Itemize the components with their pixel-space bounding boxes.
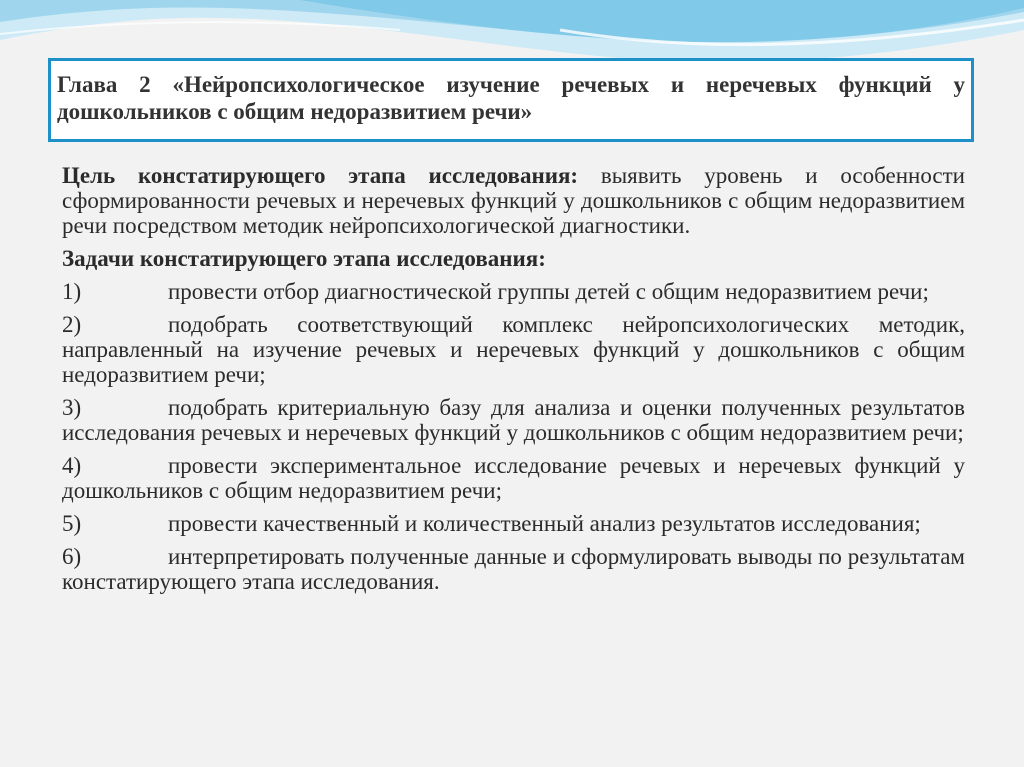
task-item-5 — [62, 511, 965, 536]
tasks-heading: Задачи констатирующего этапа исследования: — [62, 246, 546, 271]
task-number: 2) — [62, 312, 82, 337]
task-item-3 — [62, 395, 965, 445]
task-number: 4) — [62, 453, 82, 478]
page-title: Глава 2 «Нейропсихологическое изучение речевых и неречевых функций у дошкольников с общим недоразвитием речи» — [57, 72, 965, 124]
task-number: 6) — [62, 544, 82, 569]
title-box — [48, 58, 974, 142]
goal-paragraph — [62, 163, 965, 238]
task-number: 5) — [62, 511, 82, 536]
goal-label: Цель констатирующего этапа исследования: — [62, 163, 579, 188]
main-content — [62, 163, 965, 602]
task-text: провести экспериментальное исследование речевых и неречевых функций у дошкольников с общим недоразвитием речи; — [62, 453, 965, 503]
task-text: интерпретировать полученные данные и сформулировать выводы по результатам констатирующего этапа исследования. — [62, 544, 965, 594]
task-item-6 — [62, 544, 965, 594]
task-text: провести качественный и количественный анализ результатов исследования; — [168, 511, 921, 536]
goal-text: выявить уровень и особенности сформированности речевых и неречевых функций у дошкольников с общим недоразвитием речи посредством методик нейропсихологической диагностики. — [62, 163, 965, 238]
task-item-1 — [62, 279, 965, 304]
task-text: подобрать соответствующий комплекс нейропсихологических методик, направленный на изучение речевых и неречевых функций у дошкольников с общим недоразвитием речи; — [62, 312, 965, 387]
task-text: провести отбор диагностической группы детей с общим недоразвитием речи; — [168, 279, 929, 304]
task-text: подобрать критериальную базу для анализа и оценки полученных результатов исследования речевых и неречевых функций у дошкольников с общим недоразвитием речи; — [62, 395, 965, 445]
task-number: 1) — [62, 279, 82, 304]
task-item-4 — [62, 453, 965, 503]
task-item-2 — [62, 312, 965, 387]
task-number: 3) — [62, 395, 82, 420]
